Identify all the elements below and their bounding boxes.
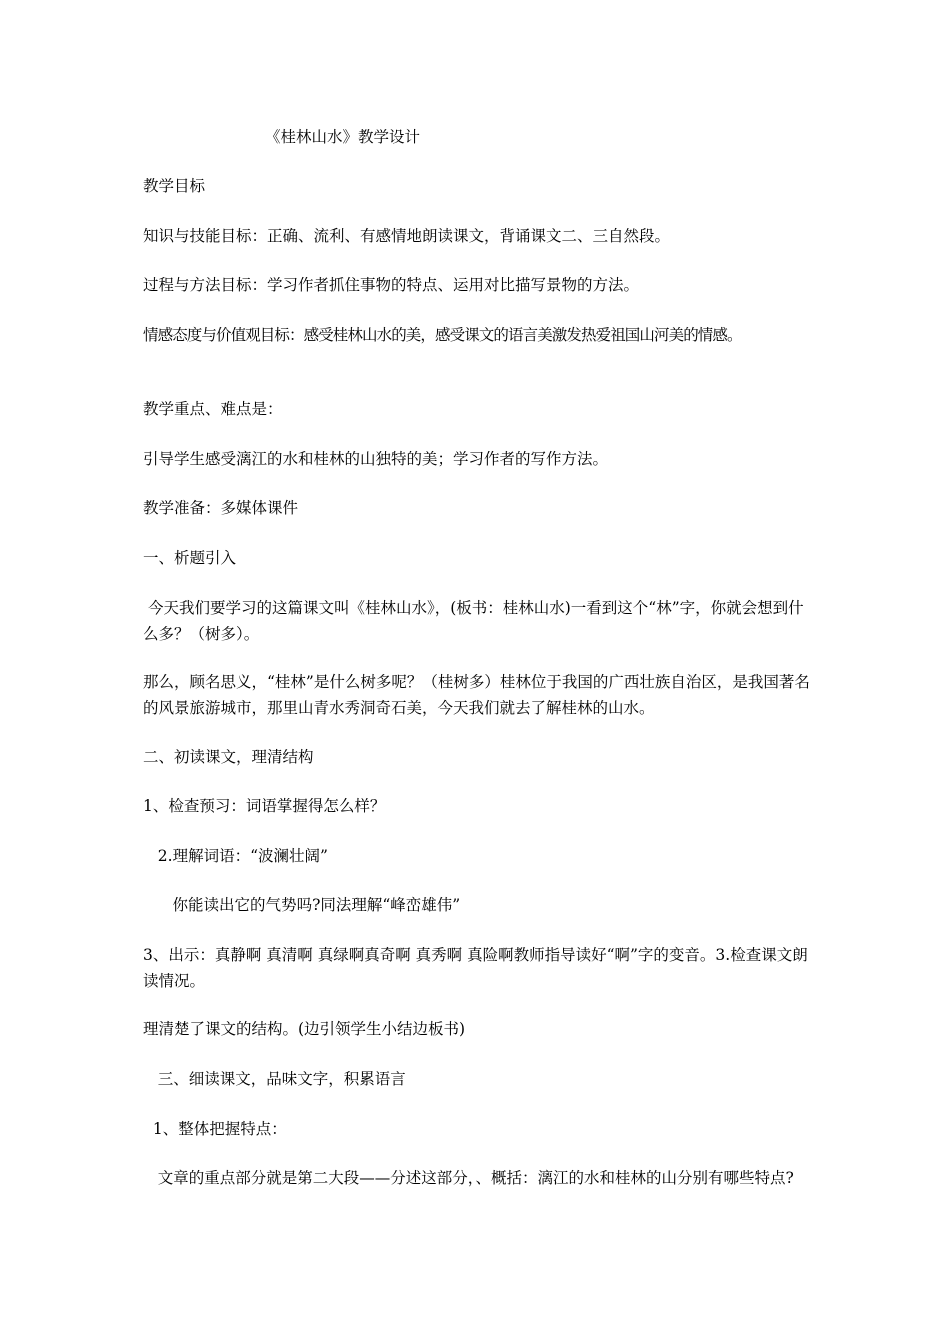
- paragraph-process-goal: 过程与方法目标：学习作者抓住事物的特点、运用对比描写景物的方法。: [143, 276, 640, 294]
- paragraph-show-words: 3、出示：真静啊 真清啊 真绿啊真奇啊 真秀啊 真险啊教师指导读好“啊”字的变音。3.检查课文朗读情况。: [143, 946, 808, 990]
- paragraph-guilin-intro: 那么，顾名思义，“桂林”是什么树多呢？（桂树多）桂林位于我国的广西壮族自治区，是我国著名的风景旅游城市，那里山青水秀洞奇石美，今天我们就去了解桂林的山水。: [143, 673, 810, 717]
- paragraph-key-points: 引导学生感受漓江的水和桂林的山独特的美；学习作者的写作方法。: [143, 450, 609, 468]
- paragraph-preparation: 教学准备：多媒体课件: [143, 499, 299, 517]
- paragraph-read-momentum: 你能读出它的气势吗?同法理解“峰峦雄伟”: [143, 896, 461, 914]
- paragraph-intro-question: 今天我们要学习的这篇课文叫《桂林山水》，(板书：桂林山水)一看到这个“林”字，你就会想到什么多？（树多）。: [143, 599, 804, 643]
- heading-teaching-goals: 教学目标: [143, 177, 206, 195]
- document-title: 《桂林山水》教学设计: [265, 128, 421, 146]
- paragraph-emotion-goal: 情感态度与价值观目标：感受桂林山水的美，感受课文的语言美激发热爱祖国山河美的情感。: [143, 326, 742, 344]
- heading-key-points: 教学重点、难点是：: [143, 400, 283, 418]
- heading-section-three: 三、细读课文，品味文字，积累语言: [143, 1070, 406, 1088]
- paragraph-check-preview: 1、检查预习：词语掌握得怎么样？: [143, 797, 386, 815]
- heading-section-two: 二、初读课文，理清结构: [143, 748, 314, 766]
- paragraph-understand-words: 2.理解词语：“波澜壮阔”: [143, 847, 328, 865]
- paragraph-structure: 理清楚了课文的结构。(边引领学生小结边板书): [143, 1020, 466, 1038]
- paragraph-second-section: 文章的重点部分就是第二大段——分述这部分，、概括：漓江的水和桂林的山分别有哪些特点?: [143, 1169, 794, 1187]
- paragraph-knowledge-goal: 知识与技能目标：正确、流利、有感情地朗读课文，背诵课文二、三自然段。: [143, 227, 671, 245]
- paragraph-overall-features: 1、整体把握特点：: [143, 1120, 287, 1138]
- heading-section-one: 一、析题引入: [143, 549, 237, 567]
